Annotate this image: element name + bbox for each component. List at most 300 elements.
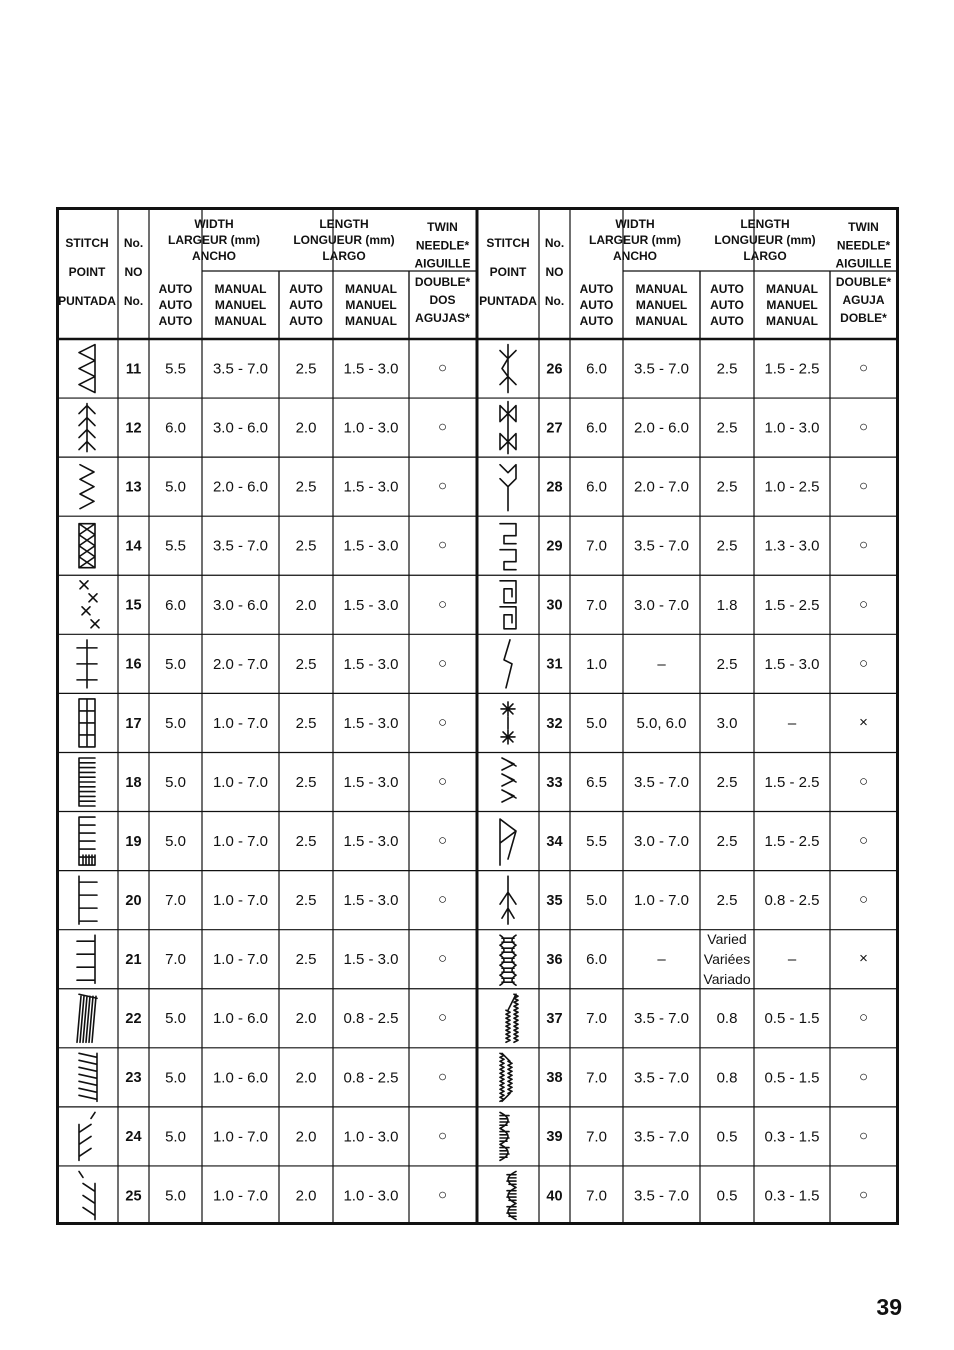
arrow-stitch-icon-path xyxy=(79,404,95,452)
stitch-number: 25 xyxy=(125,1188,142,1205)
dense-comb-stitch-icon-path xyxy=(79,817,95,865)
manual-subheader-label: MANUAL xyxy=(635,282,688,297)
twin-needle-mark: ○ xyxy=(858,359,869,377)
slant-comb-stitch-icon-path xyxy=(77,994,97,1042)
length-auto-value: 2.5 xyxy=(295,951,317,969)
stitch-number: 29 xyxy=(546,538,563,555)
stitch-number: 40 xyxy=(546,1188,563,1205)
length-manual-value: 1.0 - 3.0 xyxy=(343,1187,399,1205)
width-manual-value: 5.0, 6.0 xyxy=(636,714,687,732)
length-manual-value: – xyxy=(787,951,797,969)
width-header-label: WIDTH xyxy=(194,217,234,232)
length-auto-value: 0.5 xyxy=(716,1128,738,1146)
width-manual-value: 3.0 - 6.0 xyxy=(212,596,269,614)
manual-subheader-label: MANUAL xyxy=(766,314,818,329)
number-header-label: No. xyxy=(123,294,144,309)
width-manual-value: 1.0 - 7.0 xyxy=(212,833,269,851)
twin-needle-mark: ○ xyxy=(437,477,448,495)
stitch-number: 11 xyxy=(125,361,142,378)
length-auto-value: Varied xyxy=(707,930,747,947)
step-stitch-icon-path xyxy=(500,465,516,511)
length-auto-value: 0.8 xyxy=(716,1010,738,1028)
width-manual-value: 1.0 - 7.0 xyxy=(212,714,269,732)
stitch-number: 20 xyxy=(125,892,142,909)
chevron-stitch-icon-path xyxy=(500,819,516,865)
stitch-number: 13 xyxy=(125,479,142,496)
zigzag-stitch-icon-path xyxy=(80,465,94,509)
width-manual-value: 2.0 - 7.0 xyxy=(633,478,690,496)
zigzag-stitch-icon xyxy=(80,465,94,509)
twin-needle-mark: ○ xyxy=(437,950,448,968)
number-header-label: No. xyxy=(544,236,565,251)
length-manual-value: 1.5 - 2.5 xyxy=(764,360,820,378)
length-auto-value: 2.5 xyxy=(295,773,317,791)
greek-key-stitch-icon-path xyxy=(500,581,516,629)
length-manual-value: 0.5 - 1.5 xyxy=(764,1010,820,1028)
reverse-feather-stitch-icon xyxy=(79,1171,95,1219)
bowtie-stitch-icon xyxy=(500,402,516,454)
reverse-diamond-satin-stitch-icon-path xyxy=(500,1053,512,1101)
length-manual-value: 1.5 - 2.5 xyxy=(764,596,820,614)
auto-subheader-label: AUTO xyxy=(579,314,614,329)
length-manual-value: 0.3 - 1.5 xyxy=(764,1128,820,1146)
twin-needle-header-label: NEEDLE* xyxy=(415,238,470,253)
auto-subheader-label: AUTO xyxy=(579,282,614,297)
number-header-label: NO xyxy=(545,265,564,280)
width-manual-value: – xyxy=(657,951,666,969)
comb-stitch-icon xyxy=(79,758,95,806)
ladder-stitch-icon-path xyxy=(77,640,97,688)
stitch-number: 17 xyxy=(125,715,142,732)
length-manual-value: 0.3 - 1.5 xyxy=(764,1187,820,1205)
manual-subheader-label: MANUAL xyxy=(214,282,267,297)
twin-needle-mark: ○ xyxy=(858,1127,869,1145)
stitch-number: 18 xyxy=(125,774,142,791)
stitch-number: 32 xyxy=(546,715,563,732)
length-auto-value: 2.5 xyxy=(716,478,738,496)
wave-stitch-icon xyxy=(502,758,516,802)
width-auto-value: 5.0 xyxy=(586,714,607,732)
length-auto-value: 2.5 xyxy=(295,478,317,496)
length-manual-value: 1.5 - 3.0 xyxy=(343,537,399,555)
length-auto-value: 2.0 xyxy=(295,419,317,437)
width-manual-value: 2.0 - 6.0 xyxy=(633,419,690,437)
length-auto-value: 2.5 xyxy=(295,714,317,732)
arrow-stitch-icon xyxy=(79,404,95,452)
stitch-number: 28 xyxy=(546,479,563,496)
lightning-stitch-icon xyxy=(504,640,512,688)
stitch-number: 27 xyxy=(546,420,563,437)
number-header-label: No. xyxy=(123,236,144,251)
stitch-number: 22 xyxy=(125,1011,142,1028)
length-auto-value: Variado xyxy=(703,970,751,987)
width-manual-value: 1.0 - 7.0 xyxy=(212,773,269,791)
box-chain-stitch-icon xyxy=(79,699,95,747)
twin-needle-header-label: AIGUILLE xyxy=(835,256,892,271)
length-manual-value: 0.8 - 2.5 xyxy=(343,1069,399,1087)
scallop-stitch-icon xyxy=(500,1112,509,1160)
width-manual-value: 1.0 - 7.0 xyxy=(212,1128,269,1146)
length-auto-value: Variées xyxy=(703,950,751,967)
width-auto-value: 6.0 xyxy=(165,419,186,437)
twin-needle-header-label: TWIN xyxy=(848,220,879,235)
length-manual-value: 0.8 - 2.5 xyxy=(343,1010,399,1028)
stitch-number: 31 xyxy=(546,656,563,673)
twin-needle-mark: ○ xyxy=(858,832,869,850)
width-auto-value: 5.0 xyxy=(165,1187,186,1205)
twin-needle-mark: ○ xyxy=(437,1127,448,1145)
stitch-number: 24 xyxy=(125,1129,142,1146)
twin-needle-mark: ○ xyxy=(858,536,869,554)
reverse-blanket-stitch-icon xyxy=(77,935,95,983)
width-auto-value: 6.0 xyxy=(586,419,607,437)
twin-needle-header-label: DOBLE* xyxy=(840,311,887,326)
twin-needle-header-label: AGUJAS* xyxy=(415,311,470,326)
length-manual-value: 0.5 - 1.5 xyxy=(764,1069,820,1087)
stitch-number: 26 xyxy=(546,361,563,378)
twin-needle-mark: ○ xyxy=(858,477,869,495)
length-manual-value: 1.5 - 2.5 xyxy=(764,773,820,791)
width-auto-value: 6.0 xyxy=(586,360,607,378)
width-manual-value: 1.0 - 6.0 xyxy=(212,1010,269,1028)
feather-stitch-icon-path xyxy=(79,1112,95,1160)
length-auto-value: 2.0 xyxy=(295,596,317,614)
width-manual-value: 3.0 - 6.0 xyxy=(212,419,269,437)
width-manual-value: 3.5 - 7.0 xyxy=(633,1187,690,1205)
stitch-chart-table xyxy=(56,207,899,1225)
width-manual-value: 3.5 - 7.0 xyxy=(633,1128,690,1146)
twin-needle-mark: ○ xyxy=(858,891,869,909)
length-header-label: LENGTH xyxy=(740,217,790,232)
length-auto-value: 2.5 xyxy=(295,892,317,910)
stitch-number: 37 xyxy=(546,1011,563,1028)
length-auto-value: 2.5 xyxy=(716,892,738,910)
length-auto-value: 2.5 xyxy=(716,419,738,437)
length-header-label: LONGUEUR (mm) xyxy=(293,233,395,248)
box-chain-stitch-icon-path xyxy=(79,699,95,747)
twin-needle-mark: ○ xyxy=(858,1068,869,1086)
comb-stitch-icon-path xyxy=(79,758,95,806)
auto-subheader-label: AUTO xyxy=(710,282,744,297)
twin-needle-mark: × xyxy=(859,713,868,731)
width-header-label: LARGEUR (mm) xyxy=(168,233,260,248)
stitch-chart-grid xyxy=(56,207,899,1225)
lightning-stitch-icon-path xyxy=(504,640,512,688)
reverse-scallop-stitch-icon xyxy=(507,1171,516,1219)
width-auto-value: 7.0 xyxy=(586,596,607,614)
width-auto-value: 6.0 xyxy=(165,596,186,614)
stitch-number: 35 xyxy=(546,892,563,909)
stitch-number: 34 xyxy=(546,833,563,850)
twin-needle-mark: ○ xyxy=(858,654,869,672)
manual-subheader-label: MANUEL xyxy=(766,298,818,313)
stitch-number: 12 xyxy=(125,420,142,437)
length-manual-value: 1.5 - 3.0 xyxy=(343,478,399,496)
number-header-label: NO xyxy=(124,265,143,280)
stitch-header-label: STITCH xyxy=(65,236,109,251)
width-manual-value: 2.0 - 6.0 xyxy=(212,478,269,496)
box-zigzag-stitch-icon-path xyxy=(79,524,95,568)
length-manual-value: 1.0 - 3.0 xyxy=(343,1128,399,1146)
width-auto-value: 6.0 xyxy=(586,951,607,969)
width-auto-value: 7.0 xyxy=(165,892,186,910)
width-header-label: LARGEUR (mm) xyxy=(589,233,681,248)
width-auto-value: 1.0 xyxy=(586,655,607,673)
reverse-scallop-stitch-icon-path xyxy=(507,1171,516,1219)
stitch-number: 19 xyxy=(125,833,142,850)
stitch-number: 15 xyxy=(125,597,142,614)
reverse-blanket-stitch-icon-path xyxy=(77,935,95,983)
twin-needle-mark: ○ xyxy=(858,772,869,790)
length-auto-value: 2.5 xyxy=(716,655,738,673)
manual-subheader-label: MANUEL xyxy=(635,298,688,313)
width-manual-value: 3.5 - 7.0 xyxy=(633,360,690,378)
star-stitch-icon-path xyxy=(501,702,515,744)
length-auto-value: 2.5 xyxy=(716,833,738,851)
blanket-stitch-icon xyxy=(79,876,97,924)
auto-subheader-label: AUTO xyxy=(158,298,193,313)
manual-subheader-label: MANUAL xyxy=(214,314,267,329)
length-auto-value: 1.8 xyxy=(716,596,738,614)
twin-needle-header-label: AGUJA xyxy=(842,292,885,307)
stitch-header-label: STITCH xyxy=(486,236,530,251)
stitch-number: 33 xyxy=(546,774,563,791)
reverse-diamond-satin-stitch-icon xyxy=(500,1053,512,1101)
length-manual-value: 1.5 - 3.0 xyxy=(343,773,399,791)
length-manual-value: – xyxy=(787,714,797,732)
width-manual-value: 3.5 - 7.0 xyxy=(633,1010,690,1028)
feather-stitch-icon xyxy=(79,1112,95,1160)
star-stitch-icon xyxy=(501,702,515,744)
twin-needle-mark: × xyxy=(859,950,868,968)
length-manual-value: 1.5 - 3.0 xyxy=(343,655,399,673)
width-auto-value: 5.5 xyxy=(165,537,186,555)
width-auto-value: 7.0 xyxy=(586,1010,607,1028)
width-manual-value: 1.0 - 7.0 xyxy=(633,892,690,910)
stitch-number: 30 xyxy=(546,597,563,614)
wave-stitch-icon-path xyxy=(502,758,516,802)
stitch-number: 39 xyxy=(546,1129,563,1146)
length-auto-value: 2.5 xyxy=(716,360,738,378)
stitch-number: 38 xyxy=(546,1070,563,1087)
twin-needle-mark: ○ xyxy=(437,772,448,790)
reverse-slant-comb-stitch-icon-path xyxy=(79,1053,97,1101)
twin-needle-mark: ○ xyxy=(437,1186,448,1204)
manual-subheader-label: MANUAL xyxy=(766,282,818,297)
length-manual-value: 1.0 - 3.0 xyxy=(764,419,820,437)
stitch-number: 36 xyxy=(546,952,563,969)
width-auto-value: 6.0 xyxy=(586,478,607,496)
width-auto-value: 5.0 xyxy=(165,478,186,496)
length-auto-value: 2.5 xyxy=(295,833,317,851)
width-header-label: ANCHO xyxy=(613,249,657,264)
twin-needle-header-label: DOUBLE* xyxy=(414,274,471,289)
greek-key-stitch-icon xyxy=(500,581,516,629)
stitch-header-label: PUNTADA xyxy=(479,294,537,309)
twin-needle-mark: ○ xyxy=(858,418,869,436)
branch-stitch-icon-path xyxy=(500,345,516,393)
scallop-stitch-icon-path xyxy=(500,1112,509,1160)
twin-needle-header-label: TWIN xyxy=(427,220,458,235)
length-auto-value: 2.5 xyxy=(716,537,738,555)
width-header-label: ANCHO xyxy=(192,249,236,264)
slant-comb-stitch-icon xyxy=(77,994,97,1042)
length-auto-value: 2.0 xyxy=(295,1187,317,1205)
twin-needle-mark: ○ xyxy=(858,1186,869,1204)
length-auto-value: 0.8 xyxy=(716,1069,738,1087)
ladder-stitch-icon xyxy=(77,640,97,688)
width-manual-value: 3.5 - 7.0 xyxy=(633,537,690,555)
width-auto-value: 5.0 xyxy=(165,1128,186,1146)
width-manual-value: 2.0 - 7.0 xyxy=(212,655,269,673)
width-auto-value: 7.0 xyxy=(586,1128,607,1146)
twin-needle-mark: ○ xyxy=(437,536,448,554)
length-manual-value: 1.5 - 3.0 xyxy=(343,360,399,378)
reverse-slant-comb-stitch-icon xyxy=(79,1053,97,1101)
twin-needle-mark: ○ xyxy=(437,713,448,731)
twin-needle-header-label: AIGUILLE xyxy=(414,256,471,271)
tree-stitch-icon-path xyxy=(500,876,516,924)
stitch-number: 23 xyxy=(125,1070,142,1087)
width-manual-value: 3.5 - 7.0 xyxy=(633,773,690,791)
length-auto-value: 2.5 xyxy=(716,773,738,791)
width-auto-value: 7.0 xyxy=(586,1069,607,1087)
twin-needle-mark: ○ xyxy=(858,1009,869,1027)
twin-needle-mark: ○ xyxy=(437,654,448,672)
scallop-satin-stitch-icon-path xyxy=(500,935,516,985)
twin-needle-mark: ○ xyxy=(437,595,448,613)
width-auto-value: 7.0 xyxy=(586,1187,607,1205)
width-auto-value: 6.5 xyxy=(586,773,607,791)
length-auto-value: 2.5 xyxy=(295,360,317,378)
tree-stitch-icon xyxy=(500,876,516,924)
width-manual-value: 1.0 - 7.0 xyxy=(212,951,269,969)
length-auto-value: 2.0 xyxy=(295,1010,317,1028)
twin-needle-mark: ○ xyxy=(437,891,448,909)
length-auto-value: 3.0 xyxy=(716,714,738,732)
width-manual-value: 1.0 - 6.0 xyxy=(212,1069,269,1087)
diamond-satin-stitch-icon-path xyxy=(506,994,518,1042)
length-header-label: LENGTH xyxy=(319,217,369,232)
diamond-satin-stitch-icon xyxy=(506,994,518,1042)
width-manual-value: 1.0 - 7.0 xyxy=(212,1187,269,1205)
length-manual-value: 1.0 - 2.5 xyxy=(764,478,820,496)
scallop-satin-stitch-icon xyxy=(500,935,516,985)
auto-subheader-label: AUTO xyxy=(158,314,193,329)
twin-needle-mark: ○ xyxy=(437,1068,448,1086)
auto-subheader-label: AUTO xyxy=(289,314,323,329)
manual-subheader-label: MANUAL xyxy=(345,314,397,329)
auto-subheader-label: AUTO xyxy=(289,298,323,313)
auto-subheader-label: AUTO xyxy=(579,298,614,313)
stitch-header-label: PUNTADA xyxy=(58,294,116,309)
page-number: 39 xyxy=(876,1294,902,1320)
stitch-header-label: POINT xyxy=(68,265,106,280)
width-manual-value: – xyxy=(657,655,666,673)
length-manual-value: 1.3 - 3.0 xyxy=(764,537,820,555)
length-auto-value: 2.0 xyxy=(295,1128,317,1146)
reverse-feather-stitch-icon-path xyxy=(79,1171,95,1219)
width-manual-value: 3.5 - 7.0 xyxy=(212,360,269,378)
twin-needle-mark: ○ xyxy=(437,418,448,436)
width-manual-value: 3.5 - 7.0 xyxy=(212,537,269,555)
twin-needle-mark: ○ xyxy=(437,1009,448,1027)
width-auto-value: 5.5 xyxy=(586,833,607,851)
length-manual-value: 1.0 - 3.0 xyxy=(343,419,399,437)
blanket-stitch-icon-path xyxy=(79,876,97,924)
width-auto-value: 5.5 xyxy=(165,360,186,378)
manual-subheader-label: MANUEL xyxy=(214,298,267,313)
stitch-header-label: POINT xyxy=(489,265,527,280)
branch-stitch-icon xyxy=(500,345,516,393)
auto-subheader-label: AUTO xyxy=(710,314,744,329)
length-auto-value: 0.5 xyxy=(716,1187,738,1205)
manual-subheader-label: MANUEL xyxy=(345,298,397,313)
box-zigzag-stitch-icon xyxy=(79,524,95,568)
length-manual-value: 0.8 - 2.5 xyxy=(764,892,820,910)
width-manual-value: 3.0 - 7.0 xyxy=(633,833,690,851)
width-auto-value: 5.0 xyxy=(165,773,186,791)
bowtie-stitch-icon-path xyxy=(500,402,516,454)
length-manual-value: 1.5 - 3.0 xyxy=(343,951,399,969)
twin-needle-header-label: DOS xyxy=(429,292,456,307)
width-auto-value: 5.0 xyxy=(586,892,607,910)
width-manual-value: 1.0 - 7.0 xyxy=(212,892,269,910)
length-manual-value: 1.5 - 3.0 xyxy=(343,833,399,851)
length-header-label: LARGO xyxy=(743,249,787,264)
twin-needle-header-label: DOUBLE* xyxy=(835,274,892,289)
width-header-label: WIDTH xyxy=(615,217,655,232)
length-manual-value: 1.5 - 3.0 xyxy=(343,596,399,614)
cross-stitch-icon xyxy=(80,581,99,628)
length-header-label: LARGO xyxy=(322,249,366,264)
width-auto-value: 5.0 xyxy=(165,714,186,732)
length-header-label: LONGUEUR (mm) xyxy=(714,233,816,248)
length-auto-value: 2.0 xyxy=(295,1069,317,1087)
square-wave-stitch-icon xyxy=(500,524,516,570)
width-auto-value: 5.0 xyxy=(165,655,186,673)
manual-subheader-label: MANUAL xyxy=(345,282,397,297)
auto-subheader-label: AUTO xyxy=(289,282,323,297)
width-auto-value: 5.0 xyxy=(165,833,186,851)
width-auto-value: 7.0 xyxy=(586,537,607,555)
twin-needle-mark: ○ xyxy=(437,359,448,377)
auto-subheader-label: AUTO xyxy=(710,298,744,313)
twin-needle-mark: ○ xyxy=(437,832,448,850)
triangle-stitch-icon-path xyxy=(79,345,95,393)
length-auto-value: 2.5 xyxy=(295,655,317,673)
stitch-number: 21 xyxy=(125,952,142,969)
triangle-stitch-icon xyxy=(79,345,95,393)
width-auto-value: 7.0 xyxy=(165,951,186,969)
length-manual-value: 1.5 - 2.5 xyxy=(764,833,820,851)
twin-needle-header-label: NEEDLE* xyxy=(836,238,891,253)
number-header-label: No. xyxy=(544,294,565,309)
stitch-number: 14 xyxy=(125,538,142,555)
dense-comb-stitch-icon xyxy=(79,817,95,865)
width-auto-value: 5.0 xyxy=(165,1069,186,1087)
length-manual-value: 1.5 - 3.0 xyxy=(343,892,399,910)
step-stitch-icon xyxy=(500,465,516,511)
width-manual-value: 3.0 - 7.0 xyxy=(633,596,690,614)
length-auto-value: 2.5 xyxy=(295,537,317,555)
length-manual-value: 1.5 - 3.0 xyxy=(343,714,399,732)
twin-needle-mark: ○ xyxy=(858,595,869,613)
auto-subheader-label: AUTO xyxy=(158,282,193,297)
chevron-stitch-icon xyxy=(500,819,516,865)
stitch-number: 16 xyxy=(125,656,142,673)
width-auto-value: 5.0 xyxy=(165,1010,186,1028)
